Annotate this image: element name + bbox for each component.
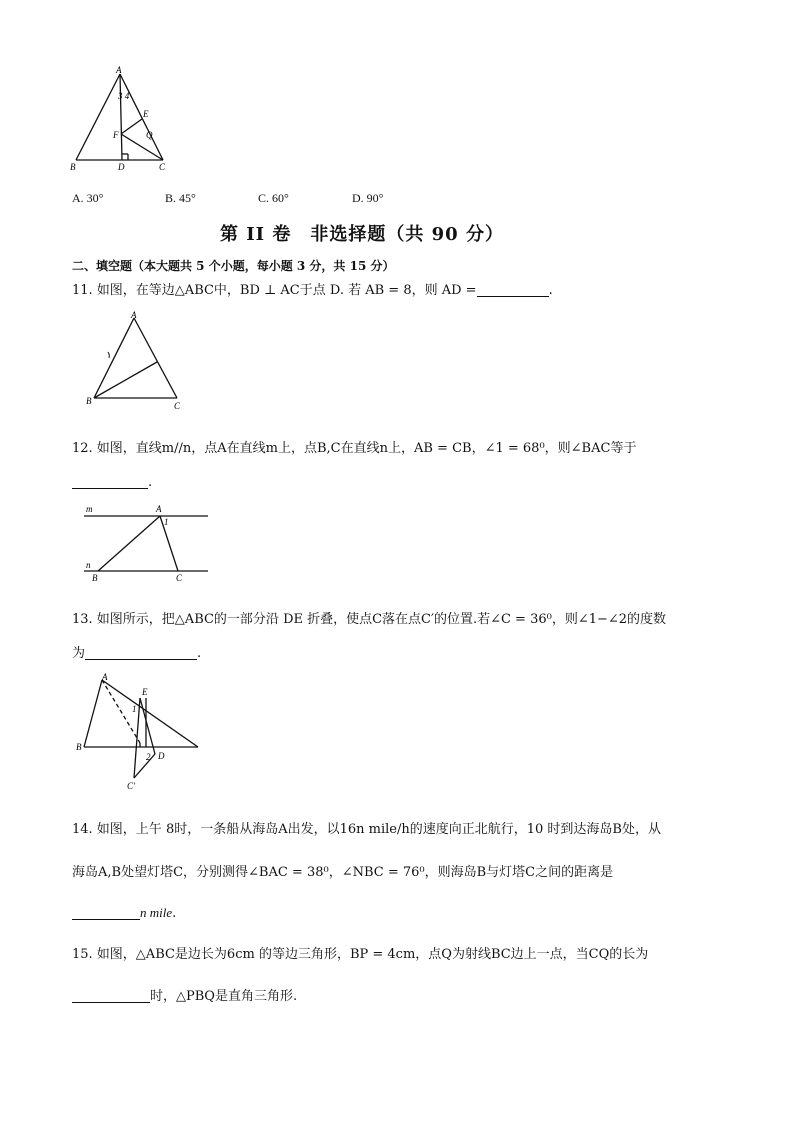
q13-text: 13. 如图所示，把△ABC的一部分沿 DE 折叠，使点C落在点C′的位置.若∠C = 36⁰，则∠1−∠2的度数	[72, 612, 667, 627]
q11-label-A: A	[131, 310, 137, 320]
q15-answer-blank[interactable]	[72, 988, 150, 1003]
q10-label-C: C	[159, 162, 166, 172]
q12-answer-blank[interactable]	[72, 474, 148, 489]
part-title: 第 II 卷 非选择题（共 90 分）	[220, 224, 504, 245]
q12-label-1: 1	[164, 517, 169, 527]
q10-figure	[66, 62, 176, 177]
q10-label-D: D	[118, 162, 125, 172]
q13-prefix: 为	[72, 646, 86, 661]
q14-end: .	[172, 906, 177, 921]
q11-diagram	[82, 308, 192, 416]
q10-label-B: B	[70, 162, 76, 172]
q11-figure	[82, 308, 192, 416]
q13-answer-line	[72, 645, 201, 663]
q14-line2: 海岛A,B处望灯塔C，分别测得∠BAC = 38⁰，∠NBC = 76⁰，则海岛B与灯塔C之间的距离是	[72, 865, 614, 880]
q15-line1: 15. 如图，△ABC是边长为6cm 的等边三角形，BP = 4cm，点Q为射线BC边上一点，当CQ的长为	[72, 947, 649, 962]
q13-label-D: D	[158, 751, 165, 761]
q11-label-B: B	[86, 396, 92, 406]
choice-c: C. 60°	[258, 191, 289, 205]
q12-label-m: m	[86, 504, 93, 514]
q10-label-Q: Q	[146, 130, 153, 140]
q12-figure	[78, 500, 213, 585]
q15-suffix: 时，△PBQ是直角三角形.	[150, 989, 298, 1004]
q14-answer-blank[interactable]	[72, 905, 140, 920]
q12-label-C: C	[176, 573, 183, 583]
q13-end: .	[197, 646, 202, 661]
q12-label-B: B	[92, 573, 98, 583]
q11-end: .	[548, 283, 553, 298]
choice-b: B. 45°	[165, 191, 196, 205]
q15-answer-line	[72, 988, 297, 1006]
q12-label-n: n	[86, 560, 91, 570]
q12-label-A: A	[156, 504, 162, 514]
q14-answer-line	[72, 904, 176, 923]
q12-end: .	[148, 475, 153, 490]
q10-label-E: E	[143, 109, 149, 119]
choice-a: A. 30°	[72, 191, 104, 205]
q13-diagram	[72, 668, 202, 790]
q12-answer-line	[72, 474, 152, 492]
q10-label-34: 3 4	[118, 91, 130, 101]
q12-text: 12. 如图，直线m//n，点A在直线m上，点B,C在直线n上，AB = CB，∠1 = 68⁰，则∠BAC等于	[72, 441, 637, 456]
q14-unit: n mile	[140, 905, 173, 920]
q10-diagram	[66, 62, 176, 177]
q10-label-A: A	[116, 65, 122, 75]
q13-label-A: A	[102, 672, 108, 682]
q12-diagram	[78, 500, 213, 585]
q13-label-B: B	[76, 742, 82, 752]
q14-line1: 14. 如图，上午 8时，一条船从海岛A出发，以16n mile/h的速度向正北航行，10 时到达海岛B处，从	[72, 822, 661, 837]
q11-answer-blank[interactable]	[477, 282, 549, 297]
choice-d: D. 90°	[352, 191, 384, 205]
q11-label-C: C	[174, 401, 181, 411]
section-heading: 二、填空题（本大题共 5 个小题，每小题 3 分，共 15 分）	[72, 259, 395, 273]
q13-answer-blank[interactable]	[85, 645, 197, 660]
q13-label-1: 1	[132, 704, 137, 714]
q13-label-C-prime: C′	[127, 781, 135, 790]
q11-stem: 11. 如图，在等边△ABC中，BD ⊥ AC于点 D. 若 AB = 8，则 AD =	[72, 283, 477, 298]
q13-figure	[72, 668, 202, 790]
q13-label-E: E	[142, 687, 148, 697]
q10-label-F: F	[113, 130, 119, 140]
q11-text	[72, 282, 553, 300]
q13-label-2: 2	[146, 752, 151, 762]
